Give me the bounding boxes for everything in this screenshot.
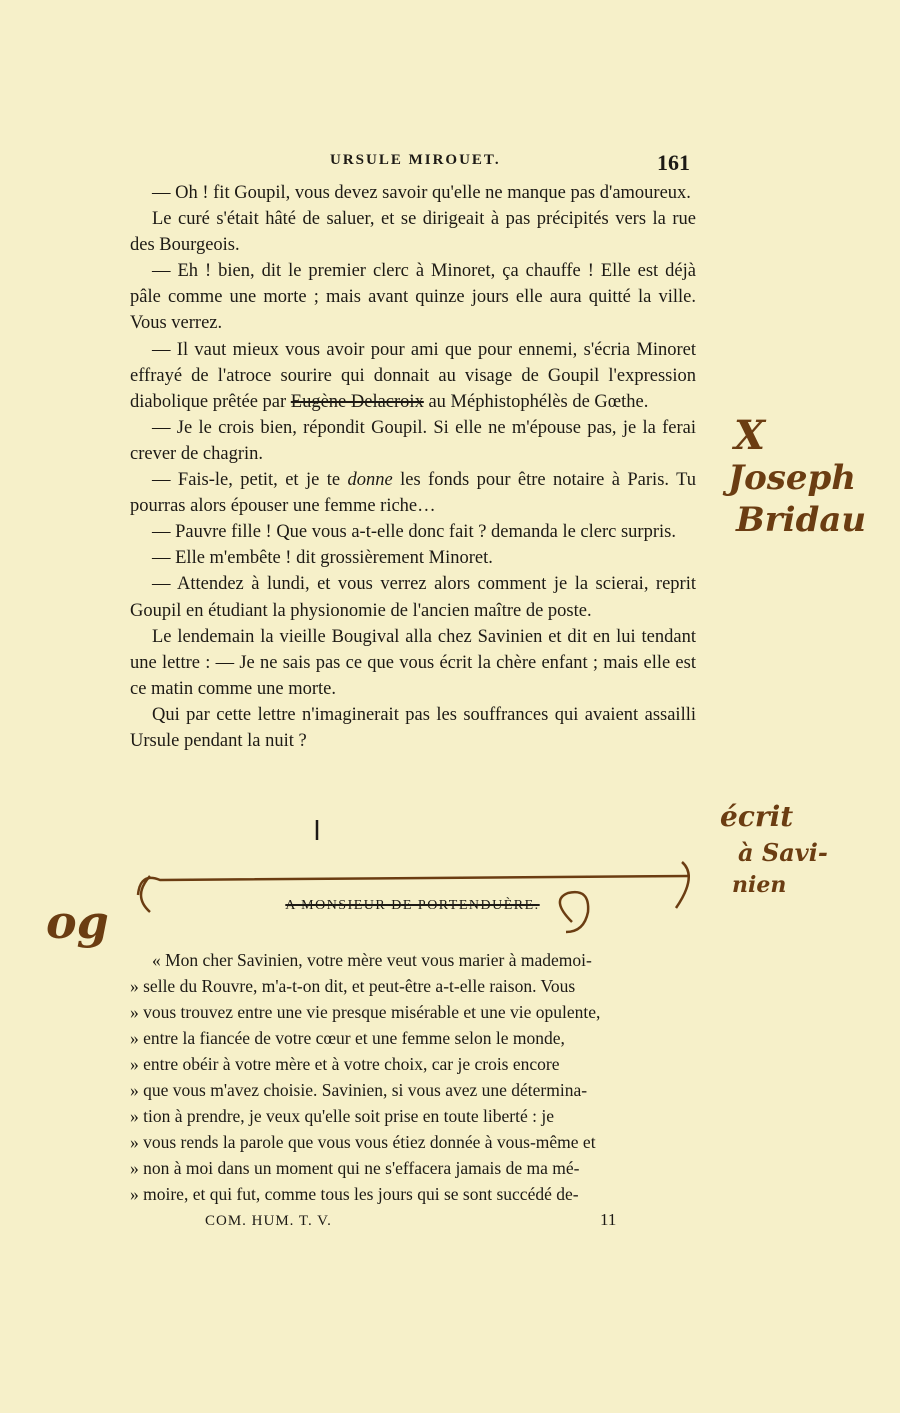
page-number: 161 xyxy=(657,150,690,175)
footer-sheet-number: 11 xyxy=(600,1210,617,1229)
annotation-og: og xyxy=(46,895,109,949)
letter-line: » entre obéir à votre mère et à votre choix, car je crois encore xyxy=(130,1054,560,1074)
annotation-bridau: Bridau xyxy=(736,500,867,540)
letter-line: » selle du Rouvre, m'a-t-on dit, et peut-être a-t-elle raison. Vous xyxy=(130,976,576,996)
letter-line: » que vous m'avez choisie. Savinien, si vous avez une détermina- xyxy=(130,1080,588,1100)
paragraph: — Eh ! bien, dit le premier clerc à Minoret, ça chauffe ! Elle est déjà pâle comme une morte ; mais avant quinze jours elle aura quitté la ville. Vous verrez. xyxy=(130,261,696,334)
letter-line: » entre la fiancée de votre cœur et une femme selon le monde, xyxy=(130,1028,565,1048)
footer-signature: COM. HUM. T. V. xyxy=(205,1213,332,1229)
paragraph: — Attendez à lundi, et vous verrez alors comment je la scierai, reprit Goupil en étudiant la physionomie de l'ancien maître de poste. xyxy=(130,574,696,621)
letter-line: » vous trouvez entre une vie presque misérable et une vie opulente, xyxy=(130,1002,601,1022)
annotation-ecrit: écrit xyxy=(720,800,794,833)
struck-name: Eugène Delacroix xyxy=(290,391,424,412)
emphasis: donne xyxy=(347,470,393,491)
paragraph-tail: les fonds pour être notaire à Paris. Tu pourras alors épouser une femme riche… xyxy=(130,470,696,517)
annotation-a-savi: à Savi- xyxy=(738,838,828,867)
letter-line: » moire, et qui fut, comme tous les jours qui se sont succédé de- xyxy=(130,1184,579,1204)
letter-line: « Mon cher Savinien, votre mère veut vous marier à mademoi- xyxy=(152,950,592,970)
paragraph: Le curé s'était hâté de saluer, et se dirigeait à pas précipités vers la rue des Bourgeois. xyxy=(130,209,696,256)
paragraph: — Elle m'embête ! dit grossièrement Minoret. xyxy=(152,548,493,569)
annotation-x-mark: X xyxy=(734,412,766,459)
letter-line: » tion à prendre, je veux qu'elle soit prise en toute liberté : je xyxy=(130,1106,554,1126)
annotation-joseph: Joseph xyxy=(728,458,857,498)
paragraph: Le lendemain la vieille Bougival alla chez Savinien et dit en lui tendant une lettre : — Je ne sais pas ce que vous écrit la chère enfant ; mais elle est ce matin comme une morte. xyxy=(130,626,696,699)
letter-heading: A MONSIEUR DE PORTENDUÈRE. xyxy=(285,898,540,913)
paragraph: Qui par cette lettre n'imaginerait pas les souffrances qui avaient assailli Ursule pendant la nuit ? xyxy=(130,704,696,751)
paragraph-tail: au Méphistophélès de Gœthe. xyxy=(423,391,649,412)
arrow-head xyxy=(676,862,689,908)
paragraph-text: — Fais-le, petit, et je te xyxy=(152,470,348,491)
paragraph: — Oh ! fit Goupil, vous devez savoir qu'elle ne manque pas d'amoureux. xyxy=(152,183,691,203)
letter-line: » non à moi dans un moment qui ne s'effacera jamais de ma mé- xyxy=(130,1158,580,1178)
letter-line: » vous rends la parole que vous vous étiez donnée à vous-même et xyxy=(130,1132,596,1152)
paragraph-text: — Il vaut mieux vous avoir pour ami que pour ennemi, s'écria Minoret effrayé de l'atroce sourire qui donnait au visage de Goupil l'expression diabolique prêtée par xyxy=(130,339,696,412)
letter-text xyxy=(130,947,696,1207)
long-arrow-line xyxy=(138,876,690,895)
annotation-nien: nien xyxy=(732,872,787,898)
arrow-tail xyxy=(141,876,150,912)
paragraph xyxy=(130,467,696,519)
paragraph: — Je le crois bien, répondit Goupil. Si elle ne m'épouse pas, je la ferai crever de chagrin. xyxy=(130,417,696,464)
paragraph xyxy=(130,337,696,415)
running-title: URSULE MIROUET. xyxy=(330,152,501,168)
body-text xyxy=(130,180,696,754)
paragraph: — Pauvre fille ! Que vous a-t-elle donc fait ? demanda le clerc surpris. xyxy=(152,522,676,543)
